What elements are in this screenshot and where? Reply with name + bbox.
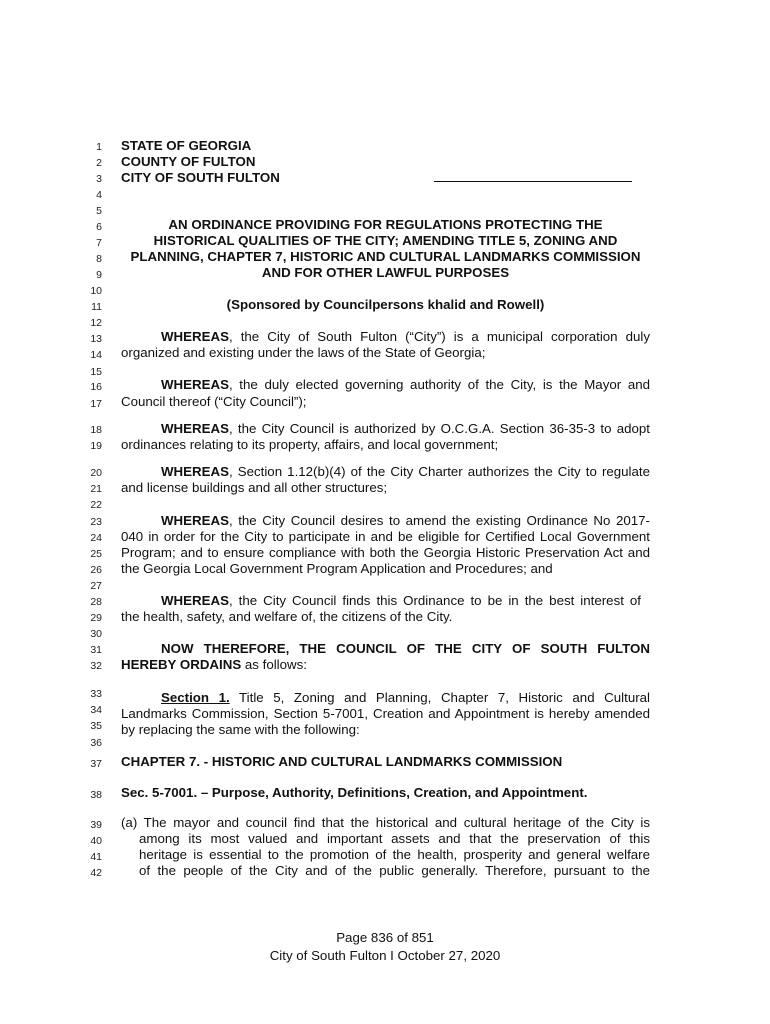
line-number: 14 <box>90 349 102 361</box>
line-number: 4 <box>96 189 102 201</box>
line-number: 35 <box>90 720 102 732</box>
line-number: 24 <box>90 532 102 544</box>
whereas-1-line-2: organized and existing under the laws of the State of Georgia; <box>121 345 486 360</box>
line-number: 6 <box>96 221 102 233</box>
whereas-2-line-1: WHEREAS, the duly elected governing authority of the City, is the Mayor and <box>161 377 650 392</box>
line-number: 29 <box>90 612 102 624</box>
line-number: 7 <box>96 237 102 249</box>
line-number: 13 <box>90 333 102 345</box>
line-number: 17 <box>90 398 102 410</box>
line-number: 1 <box>96 141 102 153</box>
line-number: 18 <box>90 424 102 436</box>
line-number: 20 <box>90 467 102 479</box>
line-number: 42 <box>90 867 102 879</box>
signature-blank-line <box>434 181 632 182</box>
sponsor-line: (Sponsored by Councilpersons khalid and Rowell) <box>226 297 545 312</box>
header-city: CITY OF SOUTH FULTON <box>121 170 280 185</box>
footer-city-date: City of South Fulton I October 27, 2020 <box>269 948 501 963</box>
line-number: 5 <box>96 205 102 217</box>
line-number: 10 <box>90 285 102 297</box>
whereas-5-line-2: 040 in order for the City to participate in and be eligible for Certified Local Government <box>121 529 650 544</box>
title-line-1: AN ORDINANCE PROVIDING FOR REGULATIONS PROTECTING THE <box>168 217 603 232</box>
line-number: 26 <box>90 564 102 576</box>
line-number: 15 <box>90 366 102 378</box>
line-number: 36 <box>90 737 102 749</box>
whereas-6-line-1: WHEREAS, the City Council finds this Ordinance to be in the best interest of <box>161 593 641 608</box>
line-number: 28 <box>90 596 102 608</box>
ordains-line-2: HEREBY ORDAINS as follows: <box>121 657 307 672</box>
line-number: 32 <box>90 660 102 672</box>
header-state: STATE OF GEORGIA <box>121 138 252 153</box>
line-number: 21 <box>90 483 102 495</box>
whereas-1-line-1: WHEREAS, the City of South Fulton (“City”) is a municipal corporation duly <box>161 329 650 344</box>
line-number: 34 <box>90 704 102 716</box>
whereas-2-line-2: Council thereof (“City Council”); <box>121 394 307 409</box>
ordains-line-1: NOW THEREFORE, THE COUNCIL OF THE CITY OF SOUTH FULTON <box>161 641 650 656</box>
whereas-4-line-2: and license buildings and all other structures; <box>121 480 388 495</box>
line-number: 30 <box>90 628 102 640</box>
line-number: 39 <box>90 819 102 831</box>
line-number: 2 <box>96 157 102 169</box>
line-number: 16 <box>90 381 102 393</box>
whereas-5-line-3: Program; and to ensure compliance with both the Georgia Historic Preservation Act and <box>121 545 650 560</box>
title-line-2: HISTORICAL QUALITIES OF THE CITY; AMENDING TITLE 5, ZONING AND <box>153 233 618 248</box>
title-line-4: AND FOR OTHER LAWFUL PURPOSES <box>261 265 510 280</box>
line-number: 22 <box>90 499 102 511</box>
line-number: 38 <box>90 789 102 801</box>
footer-page-number: Page 836 of 851 <box>336 930 434 945</box>
section-heading: Sec. 5-7001. – Purpose, Authority, Definitions, Creation, and Appointment. <box>121 785 588 800</box>
line-number: 11 <box>91 301 102 313</box>
whereas-5-line-4: the Georgia Local Government Program Application and Procedures; and <box>121 561 553 576</box>
line-number: 37 <box>90 758 102 770</box>
line-number: 31 <box>90 644 102 656</box>
whereas-4-line-1: WHEREAS, Section 1.12(b)(4) of the City Charter authorizes the City to regulate <box>161 464 650 479</box>
whereas-6-line-2: the health, safety, and welfare of, the citizens of the City. <box>121 609 453 624</box>
whereas-5-line-1: WHEREAS, the City Council desires to amend the existing Ordinance No 2017- <box>161 513 650 528</box>
line-number: 19 <box>90 440 102 452</box>
whereas-3-line-2: ordinances relating to its property, affairs, and local government; <box>121 437 499 452</box>
header-county: COUNTY OF FULTON <box>121 154 256 169</box>
section-1-line-3: by replacing the same with the following: <box>121 722 360 737</box>
line-number: 40 <box>90 835 102 847</box>
para-a-line-1: (a) The mayor and council find that the historical and cultural heritage of the City is <box>121 815 650 830</box>
line-number: 12 <box>90 317 102 329</box>
line-number: 9 <box>96 269 102 281</box>
para-a-line-4: of the people of the City and of the public generally. Therefore, pursuant to the <box>139 863 650 878</box>
line-number: 8 <box>96 253 102 265</box>
line-number: 3 <box>96 173 102 185</box>
line-number: 27 <box>90 580 102 592</box>
para-a-line-3: heritage is essential to the promotion of the health, prosperity and general welfare <box>139 847 650 862</box>
line-number: 23 <box>90 516 102 528</box>
line-number: 25 <box>90 548 102 560</box>
title-line-3: PLANNING, CHAPTER 7, HISTORIC AND CULTURAL LANDMARKS COMMISSION <box>130 249 641 264</box>
line-number: 41 <box>90 851 102 863</box>
whereas-3-line-1: WHEREAS, the City Council is authorized by O.C.G.A. Section 36-35-3 to adopt <box>161 421 650 436</box>
line-number: 33 <box>90 688 102 700</box>
section-1-line-1: Section 1. Title 5, Zoning and Planning, Chapter 7, Historic and Cultural <box>161 690 650 705</box>
section-1-line-2: Landmarks Commission, Section 5-7001, Creation and Appointment is hereby amended <box>121 706 650 721</box>
para-a-line-2: among its most valued and important assets and that the preservation of this <box>139 831 650 846</box>
chapter-heading: CHAPTER 7. - HISTORIC AND CULTURAL LANDMARKS COMMISSION <box>121 754 563 769</box>
